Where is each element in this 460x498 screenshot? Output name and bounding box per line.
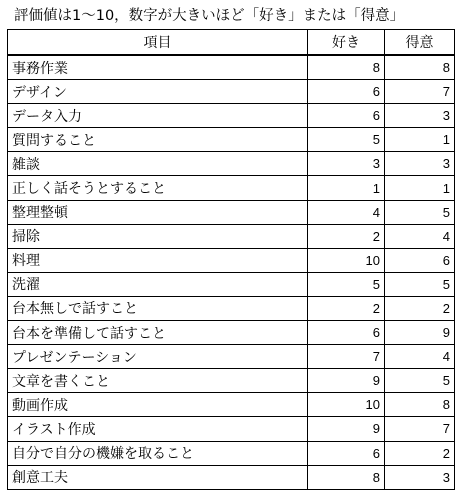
like-cell: 6 (308, 441, 385, 465)
item-cell: 事務作業 (8, 55, 308, 80)
item-cell: 文章を書くこと (8, 369, 308, 393)
header-row (8, 30, 455, 56)
item-cell: 整理整頓 (8, 200, 308, 224)
like-cell: 1 (308, 176, 385, 200)
good-cell: 8 (385, 55, 455, 80)
table-row (8, 104, 455, 128)
table-row (8, 248, 455, 272)
like-cell: 7 (308, 345, 385, 369)
like-cell: 10 (308, 248, 385, 272)
item-cell: 質問すること (8, 128, 308, 152)
good-cell: 1 (385, 176, 455, 200)
like-cell: 5 (308, 272, 385, 296)
table-row (8, 55, 455, 80)
good-cell: 6 (385, 248, 455, 272)
rating-table (7, 29, 455, 490)
item-cell: 掃除 (8, 224, 308, 248)
like-cell: 10 (308, 393, 385, 417)
table-row (8, 80, 455, 104)
like-cell: 3 (308, 152, 385, 176)
item-cell: 創意工夫 (8, 465, 308, 489)
header-like: 好き (308, 30, 385, 56)
good-cell: 5 (385, 369, 455, 393)
like-cell: 6 (308, 321, 385, 345)
table-row (8, 224, 455, 248)
good-cell: 7 (385, 417, 455, 441)
table-row (8, 441, 455, 465)
like-cell: 6 (308, 80, 385, 104)
item-cell: 雑談 (8, 152, 308, 176)
item-cell: デザイン (8, 80, 308, 104)
like-cell: 8 (308, 465, 385, 489)
like-cell: 4 (308, 200, 385, 224)
table-row (8, 272, 455, 296)
item-cell: 正しく話そうとすること (8, 176, 308, 200)
item-cell: 台本を準備して話すこと (8, 321, 308, 345)
item-cell: プレゼンテーション (8, 345, 308, 369)
good-cell: 4 (385, 224, 455, 248)
table-row (8, 417, 455, 441)
like-cell: 2 (308, 296, 385, 320)
table-row (8, 176, 455, 200)
item-cell: 料理 (8, 248, 308, 272)
table-row (8, 465, 455, 489)
item-cell: データ入力 (8, 104, 308, 128)
table-row (8, 200, 455, 224)
good-cell: 2 (385, 441, 455, 465)
table-row (8, 369, 455, 393)
table-row (8, 321, 455, 345)
good-cell: 5 (385, 272, 455, 296)
like-cell: 9 (308, 369, 385, 393)
good-cell: 7 (385, 80, 455, 104)
header-item: 項目 (8, 30, 308, 56)
table-caption: 評価値は1～10，数字が大きいほど「好き」または「得意」 (14, 8, 405, 24)
good-cell: 9 (385, 321, 455, 345)
like-cell: 5 (308, 128, 385, 152)
table-row (8, 152, 455, 176)
good-cell: 3 (385, 104, 455, 128)
item-cell: 台本無しで話すこと (8, 296, 308, 320)
good-cell: 8 (385, 393, 455, 417)
good-cell: 3 (385, 152, 455, 176)
like-cell: 2 (308, 224, 385, 248)
item-cell: 自分で自分の機嫌を取ること (8, 441, 308, 465)
like-cell: 8 (308, 55, 385, 80)
table-row (8, 128, 455, 152)
header-good: 得意 (385, 30, 455, 56)
like-cell: 6 (308, 104, 385, 128)
item-cell: 動画作成 (8, 393, 308, 417)
item-cell: イラスト作成 (8, 417, 308, 441)
table-row (8, 296, 455, 320)
like-cell: 9 (308, 417, 385, 441)
good-cell: 4 (385, 345, 455, 369)
table-row (8, 345, 455, 369)
good-cell: 2 (385, 296, 455, 320)
good-cell: 5 (385, 200, 455, 224)
table-row (8, 393, 455, 417)
item-cell: 洗濯 (8, 272, 308, 296)
good-cell: 3 (385, 465, 455, 489)
good-cell: 1 (385, 128, 455, 152)
